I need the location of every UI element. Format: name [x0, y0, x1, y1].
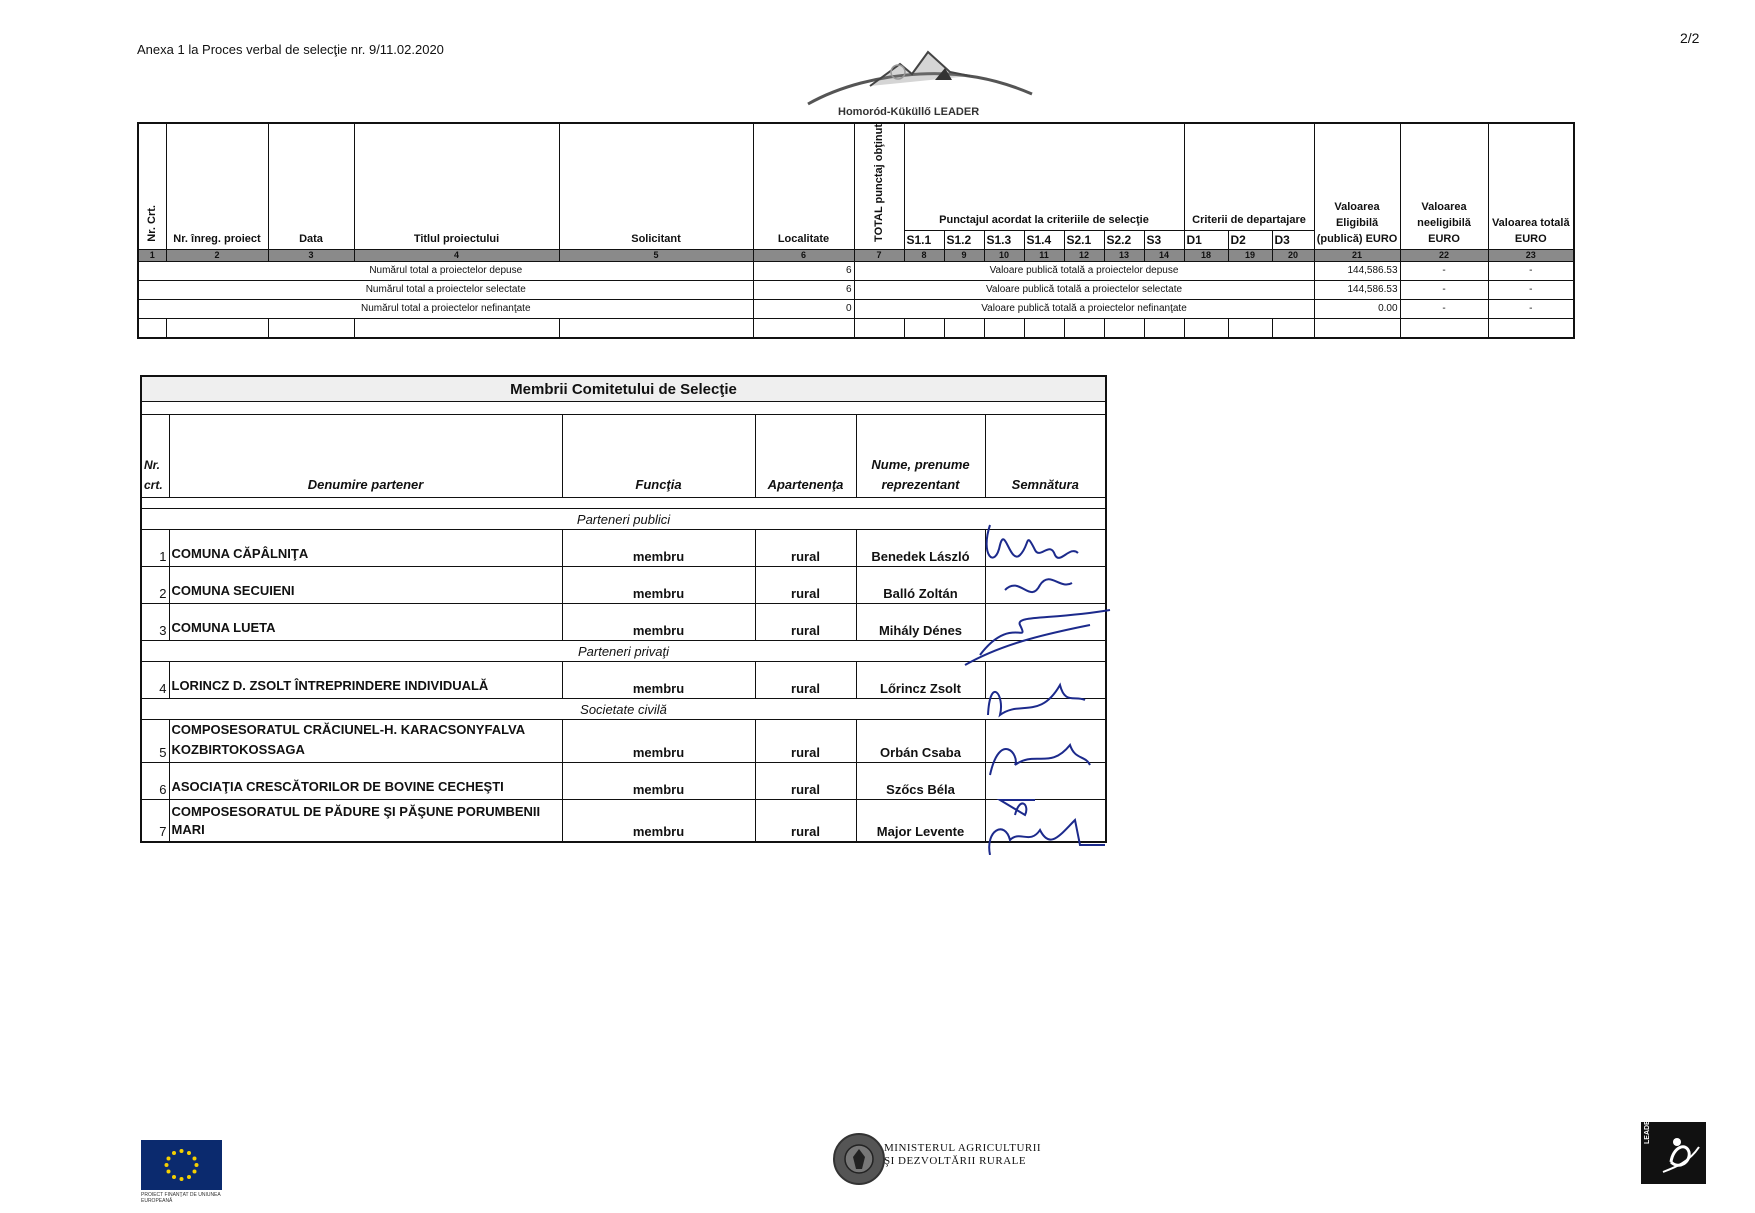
sub-criterion: S1.3 [984, 230, 1024, 249]
column-number: 3 [268, 249, 354, 261]
member-nr: 5 [141, 720, 169, 763]
member-functia: membru [562, 530, 755, 567]
member-functia: membru [562, 567, 755, 604]
column-number: 2 [166, 249, 268, 261]
column-number: 21 [1314, 249, 1400, 261]
member-apartenenta: rural [755, 530, 856, 567]
col-valoare-neeligibila: Valoarea neeligibilă EURO [1400, 123, 1488, 249]
summary-value-label: Valoare publică totală a proiectelor selectate [854, 280, 1314, 299]
summary-neeligibila: - [1400, 261, 1488, 280]
col-nr-inreg: Nr. înreg. proiect [166, 123, 268, 249]
member-partner: COMPOSESORATUL CRĂCIUNEL-H. KARACSONYFALVA KOZBIRTOKOSSAGA [169, 720, 562, 763]
logo-caption: Homoród-Küküllő LEADER [838, 106, 980, 118]
column-number: 10 [984, 249, 1024, 261]
homorod-kukullo-logo [800, 46, 1040, 108]
committee-title: Membrii Comitetului de Selecţie [141, 376, 1106, 402]
eu-stars-icon [141, 1140, 222, 1190]
summary-totala: - [1488, 261, 1574, 280]
member-nr: 3 [141, 604, 169, 641]
group-societate-civila: Societate civilă [141, 699, 1106, 720]
departajare-criterion: D1 [1184, 230, 1228, 249]
summary-value-label: Valoare publică totală a proiectelor nefinanţate [854, 299, 1314, 318]
member-nr: 1 [141, 530, 169, 567]
summary-eligibila: 144,586.53 [1314, 261, 1400, 280]
summary-eligibila: 0.00 [1314, 299, 1400, 318]
column-number: 4 [354, 249, 559, 261]
member-name: Balló Zoltán [856, 567, 985, 604]
col-criterii-departajare: Criterii de departajare [1184, 123, 1314, 230]
sub-criterion: S1.1 [904, 230, 944, 249]
column-number: 14 [1144, 249, 1184, 261]
annex-title: Anexa 1 la Proces verbal de selecţie nr. 9/11.02.2020 [137, 42, 444, 57]
col-nr: Nr. crt. [141, 415, 169, 498]
summary-count: 0 [753, 299, 854, 318]
column-number: 19 [1228, 249, 1272, 261]
leader-label: LEADER [1644, 1115, 1651, 1144]
member-name: Mihály Dénes [856, 604, 985, 641]
summary-row-selectate [138, 280, 1574, 299]
summary-count: 6 [753, 280, 854, 299]
page-number: 2/2 [1680, 30, 1700, 46]
summary-value-label: Valoare publică totală a proiectelor depuse [854, 261, 1314, 280]
sub-criterion: S1.2 [944, 230, 984, 249]
summary-row-nefinantate [138, 299, 1574, 318]
member-partner: LORINCZ D. ZSOLT ÎNTREPRINDERE INDIVIDUALĂ [169, 662, 562, 699]
sub-criterion: S2.1 [1064, 230, 1104, 249]
summary-label: Numărul total a proiectelor selectate [138, 280, 753, 299]
col-titlu: Titlul proiectului [354, 123, 559, 249]
column-number: 22 [1400, 249, 1488, 261]
column-number: 12 [1064, 249, 1104, 261]
member-functia: membru [562, 604, 755, 641]
member-nr: 2 [141, 567, 169, 604]
column-number: 9 [944, 249, 984, 261]
member-partner: COMPOSESORATUL DE PĂDURE ŞI PĂŞUNE PORUMBENII MARI [169, 800, 562, 842]
column-number: 6 [753, 249, 854, 261]
member-name: Lőrincz Zsolt [856, 662, 985, 699]
member-name: Szőcs Béla [856, 763, 985, 800]
member-apartenenta: rural [755, 763, 856, 800]
column-number: 8 [904, 249, 944, 261]
summary-count: 6 [753, 261, 854, 280]
member-apartenenta: rural [755, 800, 856, 842]
member-name: Major Levente [856, 800, 985, 842]
leader-logo [1641, 1115, 1706, 1184]
member-partner: COMUNA SECUIENI [169, 567, 562, 604]
handwritten-signatures [960, 515, 1125, 855]
member-name: Benedek László [856, 530, 985, 567]
summary-totala: - [1488, 280, 1574, 299]
col-solicitant: Solicitant [559, 123, 753, 249]
column-numbers-row [138, 249, 1574, 261]
empty-row [138, 318, 1574, 338]
member-apartenenta: rural [755, 567, 856, 604]
column-number: 13 [1104, 249, 1144, 261]
member-apartenenta: rural [755, 604, 856, 641]
eu-caption: PROIECT FINANŢAT DE UNIUNEA EUROPEANĂ [141, 1192, 221, 1204]
summary-eligibila: 144,586.53 [1314, 280, 1400, 299]
summary-totala: - [1488, 299, 1574, 318]
ministry-name-line1: MINISTERUL AGRICULTURII [884, 1142, 1042, 1154]
member-nr: 4 [141, 662, 169, 699]
summary-label: Numărul total a proiectelor nefinanţate [138, 299, 753, 318]
col-valoare-eligibila: Valoarea Eligibilă (publică) EURO [1314, 123, 1400, 249]
sub-criterion: S1.4 [1024, 230, 1064, 249]
column-number: 20 [1272, 249, 1314, 261]
col-functia: Funcţia [562, 415, 755, 498]
member-functia: membru [562, 800, 755, 842]
column-number: 7 [854, 249, 904, 261]
column-number: 11 [1024, 249, 1064, 261]
eu-flag [141, 1140, 222, 1190]
column-number: 1 [138, 249, 166, 261]
group-parteneri-publici: Parteneri publici [141, 509, 1106, 530]
col-nume: Nume, prenume reprezentant [856, 415, 985, 498]
member-nr: 6 [141, 763, 169, 800]
member-partner: COMUNA CĂPÂLNIŢA [169, 530, 562, 567]
member-partner: ASOCIAŢIA CRESCĂTORILOR DE BOVINE CECHEŞTI [169, 763, 562, 800]
column-number: 18 [1184, 249, 1228, 261]
col-punctaj-criterii: Punctajul acordat la criteriile de selecţie [904, 123, 1184, 230]
summary-label: Numărul total a proiectelor depuse [138, 261, 753, 280]
col-semnatura: Semnătura [985, 415, 1106, 498]
member-name: Orbán Csaba [856, 720, 985, 763]
col-apartenenta: Apartenenţa [755, 415, 856, 498]
column-number: 5 [559, 249, 753, 261]
summary-row-depuse [138, 261, 1574, 280]
ministry-logo [833, 1133, 885, 1185]
col-valoare-totala: Valoarea totală EURO [1488, 123, 1574, 249]
column-number: 23 [1488, 249, 1574, 261]
member-apartenenta: rural [755, 720, 856, 763]
sub-criterion: S3 [1144, 230, 1184, 249]
departajare-criterion: D3 [1272, 230, 1314, 249]
member-nr: 7 [141, 800, 169, 842]
summary-neeligibila: - [1400, 280, 1488, 299]
ministry-name-line2: ŞI DEZVOLTĂRII RURALE [884, 1155, 1027, 1167]
member-functia: membru [562, 720, 755, 763]
projects-table [137, 122, 1575, 339]
col-localitate: Localitate [753, 123, 854, 249]
departajare-criterion: D2 [1228, 230, 1272, 249]
member-functia: membru [562, 662, 755, 699]
col-denumire: Denumire partener [169, 415, 562, 498]
romanian-coat-of-arms-icon [835, 1135, 883, 1183]
sub-criterion: S2.2 [1104, 230, 1144, 249]
member-functia: membru [562, 763, 755, 800]
col-total-punctaj: TOTAL punctaj obţinut [854, 123, 904, 249]
summary-neeligibila: - [1400, 299, 1488, 318]
member-apartenenta: rural [755, 662, 856, 699]
group-parteneri-privati: Parteneri privaţi [141, 641, 1106, 662]
col-nr-crt: Nr. Crt. [138, 123, 166, 249]
member-partner: COMUNA LUETA [169, 604, 562, 641]
col-data: Data [268, 123, 354, 249]
